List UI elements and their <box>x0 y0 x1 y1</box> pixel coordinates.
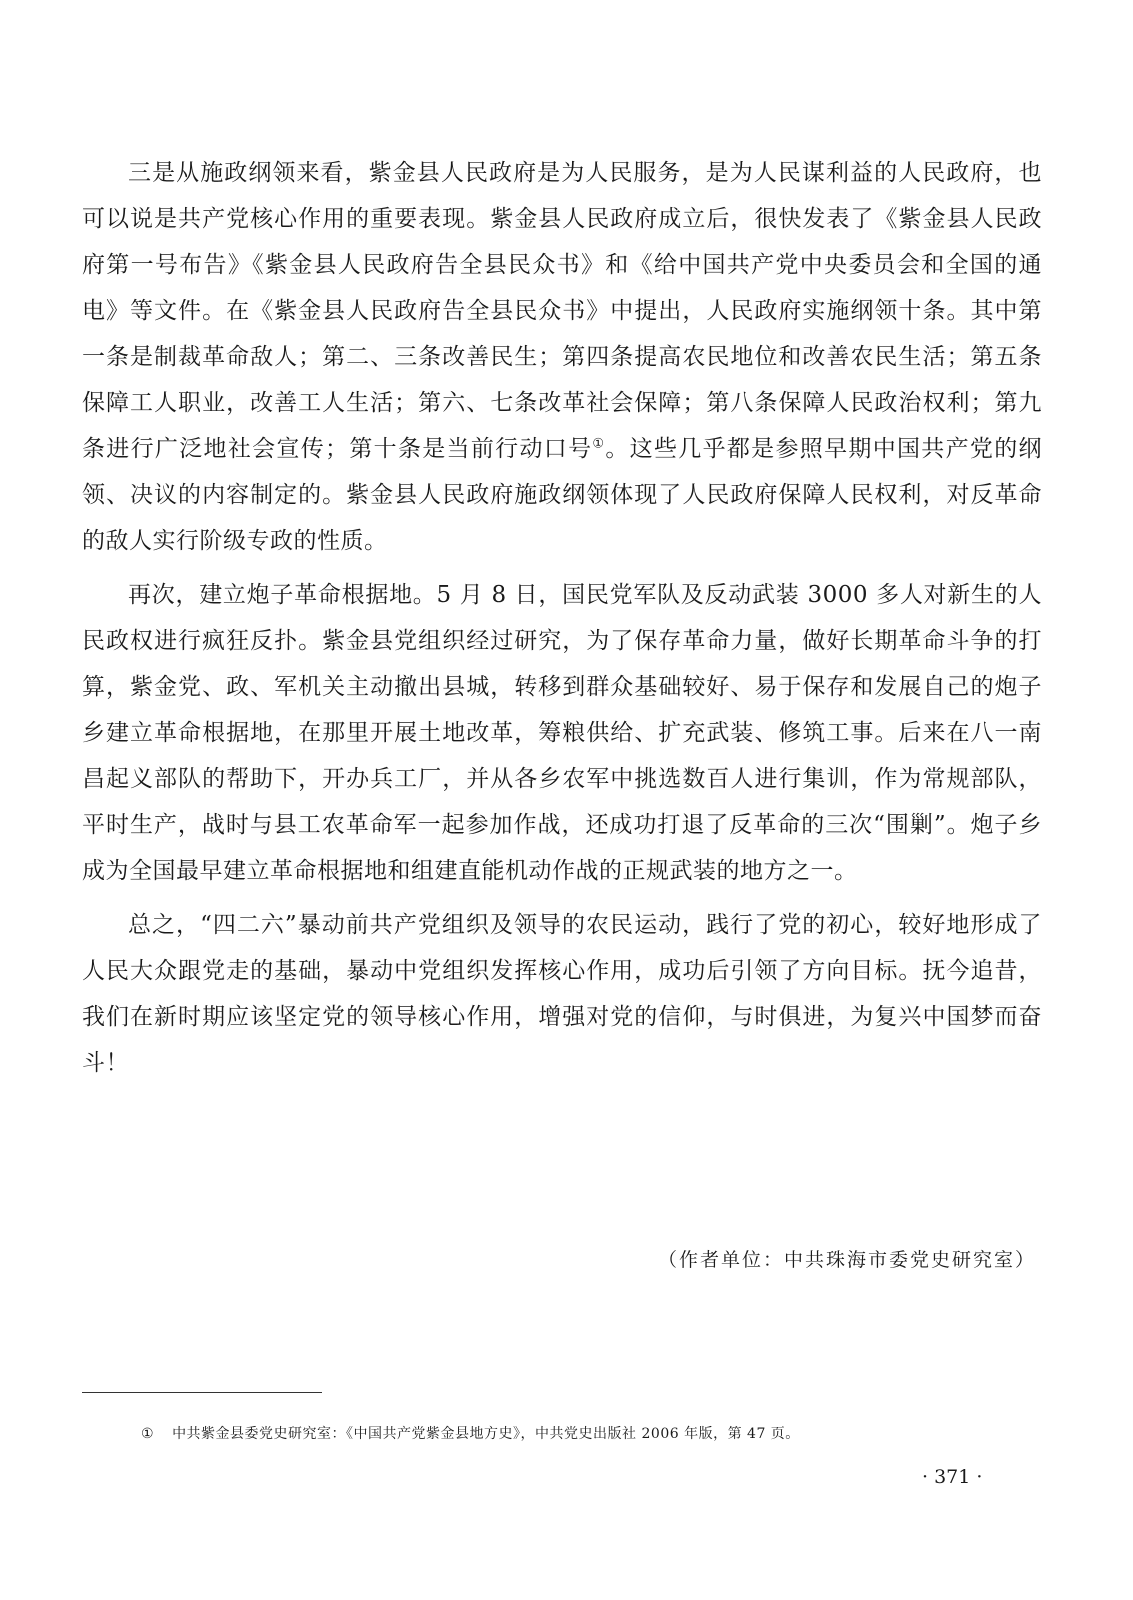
body-text <box>82 150 1042 1094</box>
footnote-marker: ① <box>141 1426 155 1442</box>
footnote-divider <box>82 1392 322 1393</box>
paragraph-text: 再次，建立炮子革命根据地。5 月 8 日，国民党军队及反动武装 3000 多人对新生的人民政权进行疯狂反扑。紫金县党组织经过研究，为了保存革命力量，做好长期革命斗争的打算，紫金党、政、军机关主动撤出县城，转移到群众基础较好、易于保存和发展自己的炮子乡建立革命根据地，在那里开展土地改革，筹粮供给、扩充武装、修筑工事。后来在八一南昌起义部队的帮助下，开办兵工厂，并从各乡农军中挑选数百人进行集训，作为常规部队，平时生产，战时与县工农革命军一起参加作战，还成功打退了反革命的三次“围剿”。炮子乡成为全国最早建立革命根据地和组建直能机动作战的正规武装的地方之一。 <box>82 582 1042 884</box>
footnote-reference[interactable]: ① <box>592 436 606 452</box>
paragraph-text: 三是从施政纲领来看，紫金县人民政府是为人民服务，是为人民谋利益的人民政府，也可以说是共产党核心作用的重要表现。紫金县人民政府成立后，很快发表了《紫金县人民政府第一号布告》《紫金县人民政府告全县民众书》和《给中国共产党中央委员会和全国的通电》等文件。在《紫金县人民政府告全县民众书》中提出，人民政府实施纲领十条。其中第一条是制裁革命敌人；第二、三条改善民生；第四条提高农民地位和改善农民生活；第五条保障工人职业，改善工人生活；第六、七条改革社会保障；第八条保障人民政治权利；第九条进行广泛地社会宣传；第十条是当前行动口号 <box>82 160 1042 462</box>
author-affiliation: （作者单位：中共珠海市委党史研究室） <box>657 1249 1036 1271</box>
paragraph-text-continued: 。这些几乎都是参照早期中国共产党的纲领、决议的内容制定的。紫金县人民政府施政纲领体现了人民政府保障人民权利，对反革命的敌人实行阶级专政的性质。 <box>82 436 1043 554</box>
page-number: · 371 · <box>922 1466 983 1488</box>
paragraph-base-area <box>82 572 1042 894</box>
paragraph-conclusion <box>82 902 1042 1086</box>
footnote-text: 中共紫金县委党史研究室：《中国共产党紫金县地方史》，中共党史出版社 2006 年版，第 47 页。 <box>172 1426 800 1442</box>
paragraph-policy-program <box>82 150 1042 564</box>
paragraph-text: 总之，“四二六”暴动前共产党组织及领导的农民运动，践行了党的初心，较好地形成了人民大众跟党走的基础，暴动中党组织发挥核心作用，成功后引领了方向目标。抚今追昔，我们在新时期应该坚定党的领导核心作用，增强对党的信仰，与时俱进，为复兴中国梦而奋斗！ <box>82 912 1042 1076</box>
footnote <box>141 1423 800 1443</box>
